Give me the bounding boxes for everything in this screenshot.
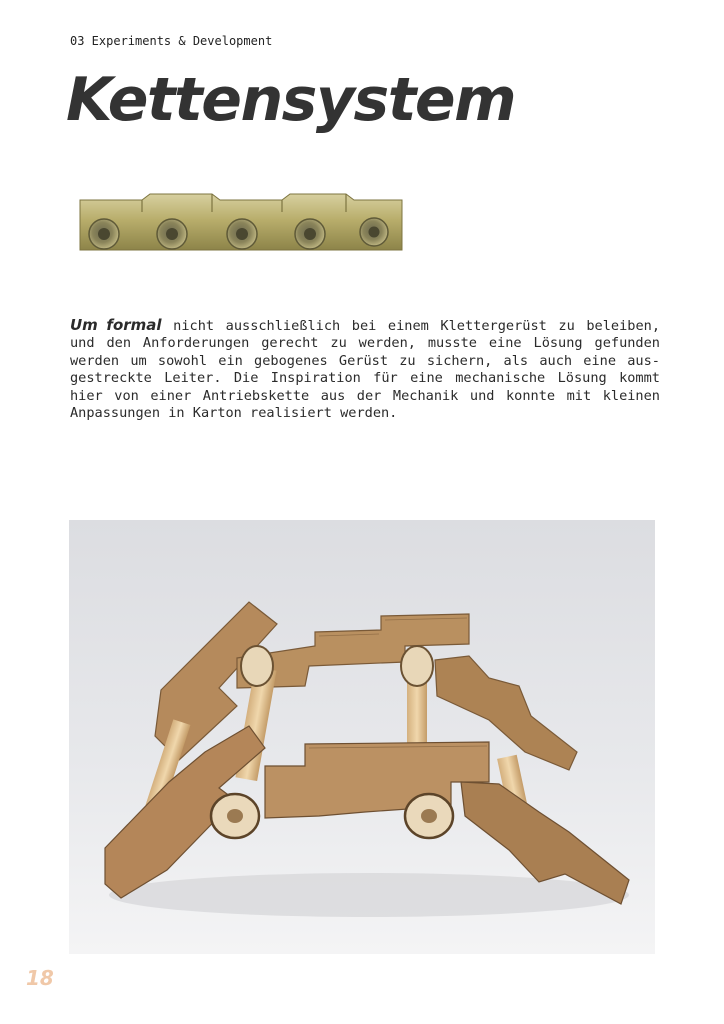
page-number: 18 [26, 966, 54, 990]
section-label: 03 Experiments & Development [70, 34, 273, 48]
page-title: Kettensystem [66, 65, 516, 135]
chain-photo [76, 190, 404, 262]
body-paragraph [70, 317, 660, 422]
lead-phrase: Um formal [70, 316, 162, 334]
body-text: nicht ausschließlich bei einem Klettergerüst zu beleiben, und den Anforderungen gerecht zu werden, musste eine Lösung gefunden werden um sowohl ein gebogenes Gerüst zu sichern, als auch eine aus-gestreckte Leiter. Die Inspiration für eine mechanische Lösung kommt hier von einer Antriebskette aus der Mechanik und konnte mit kleinen Anpassungen in Karton realisiert werden. [70, 318, 661, 422]
cardboard-model-photo [69, 520, 655, 954]
